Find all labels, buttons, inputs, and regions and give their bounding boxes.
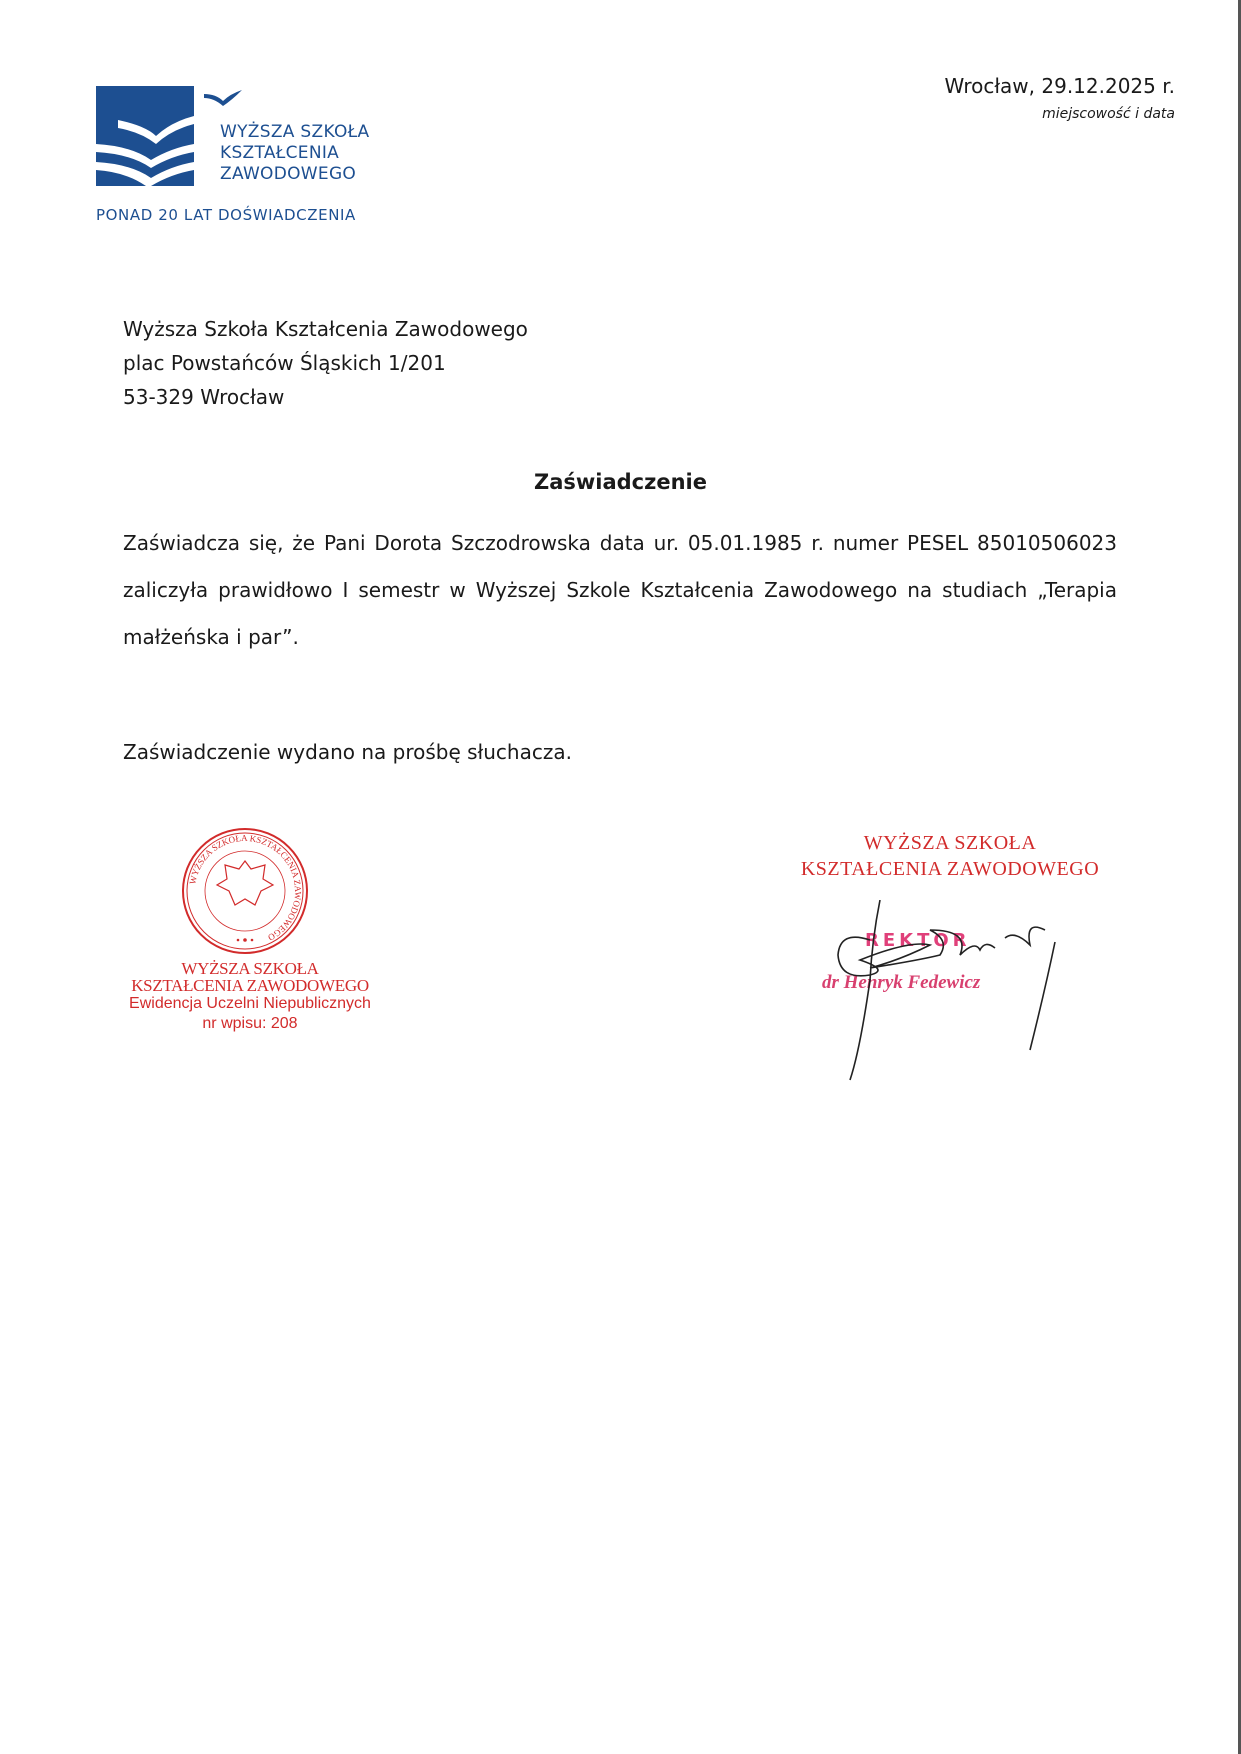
school-logo — [96, 86, 396, 226]
rektor-role: REKTOR — [865, 930, 971, 951]
logo-line-1: WYŻSZA SZKOŁA — [220, 122, 370, 142]
logo-line-2: KSZTAŁCENIA — [220, 143, 340, 163]
svg-text:WYŻSZA SZKOŁA KSZTAŁCENIA ZAWO: WYŻSZA SZKOŁA KSZTAŁCENIA ZAWODOWEGO — [187, 832, 304, 943]
logo-line-3: ZAWODOWEGO — [220, 164, 357, 184]
date-label: miejscowość i data — [1042, 106, 1175, 122]
round-seal-icon — [180, 826, 310, 956]
seal-caption — [100, 960, 400, 1034]
date-block — [944, 74, 1175, 122]
logo-tagline: PONAD 20 LAT DOŚWIADCZENIA — [96, 206, 356, 224]
document-closing: Zaświadczenie wydano na prośbę słuchacza. — [123, 740, 572, 764]
seal-line-3: Ewidencja Uczelni Niepublicznych — [129, 995, 371, 1012]
document-body: Zaświadcza się, że Pani Dorota Szczodrowska data ur. 05.01.1985 r. numer PESEL 85010506023 zaliczyła prawidłowo I semestr w Wyższej Szkole Kształcenia Zawodowego na studiach „Terapia małżeńska i par”. — [123, 531, 1117, 649]
document-title: Zaświadczenie — [533, 470, 707, 494]
rektor-stamp-line-2: KSZTAŁCENIA ZAWODOWEGO — [800, 858, 1100, 880]
address-line: Wyższa Szkoła Kształcenia Zawodowego — [123, 317, 528, 341]
date-text: Wrocław, 29.12.2025 r. — [944, 74, 1175, 98]
rektor-name: dr Henryk Fedewicz — [822, 972, 981, 993]
rektor-stamp — [770, 830, 1130, 993]
address-line: plac Powstańców Śląskich 1/201 — [123, 351, 446, 375]
recipient-address — [123, 312, 528, 414]
handwritten-signature-icon — [800, 900, 1100, 1090]
address-line: 53-329 Wrocław — [123, 385, 285, 409]
seal-line-1: WYŻSZA SZKOŁA — [181, 959, 319, 978]
seal-line-2: KSZTAŁCENIA ZAWODOWEGO — [131, 976, 369, 995]
rektor-stamp-line-1: WYŻSZA SZKOŁA — [863, 832, 1037, 854]
seal-line-4: nr wpisu: 208 — [202, 1015, 298, 1032]
